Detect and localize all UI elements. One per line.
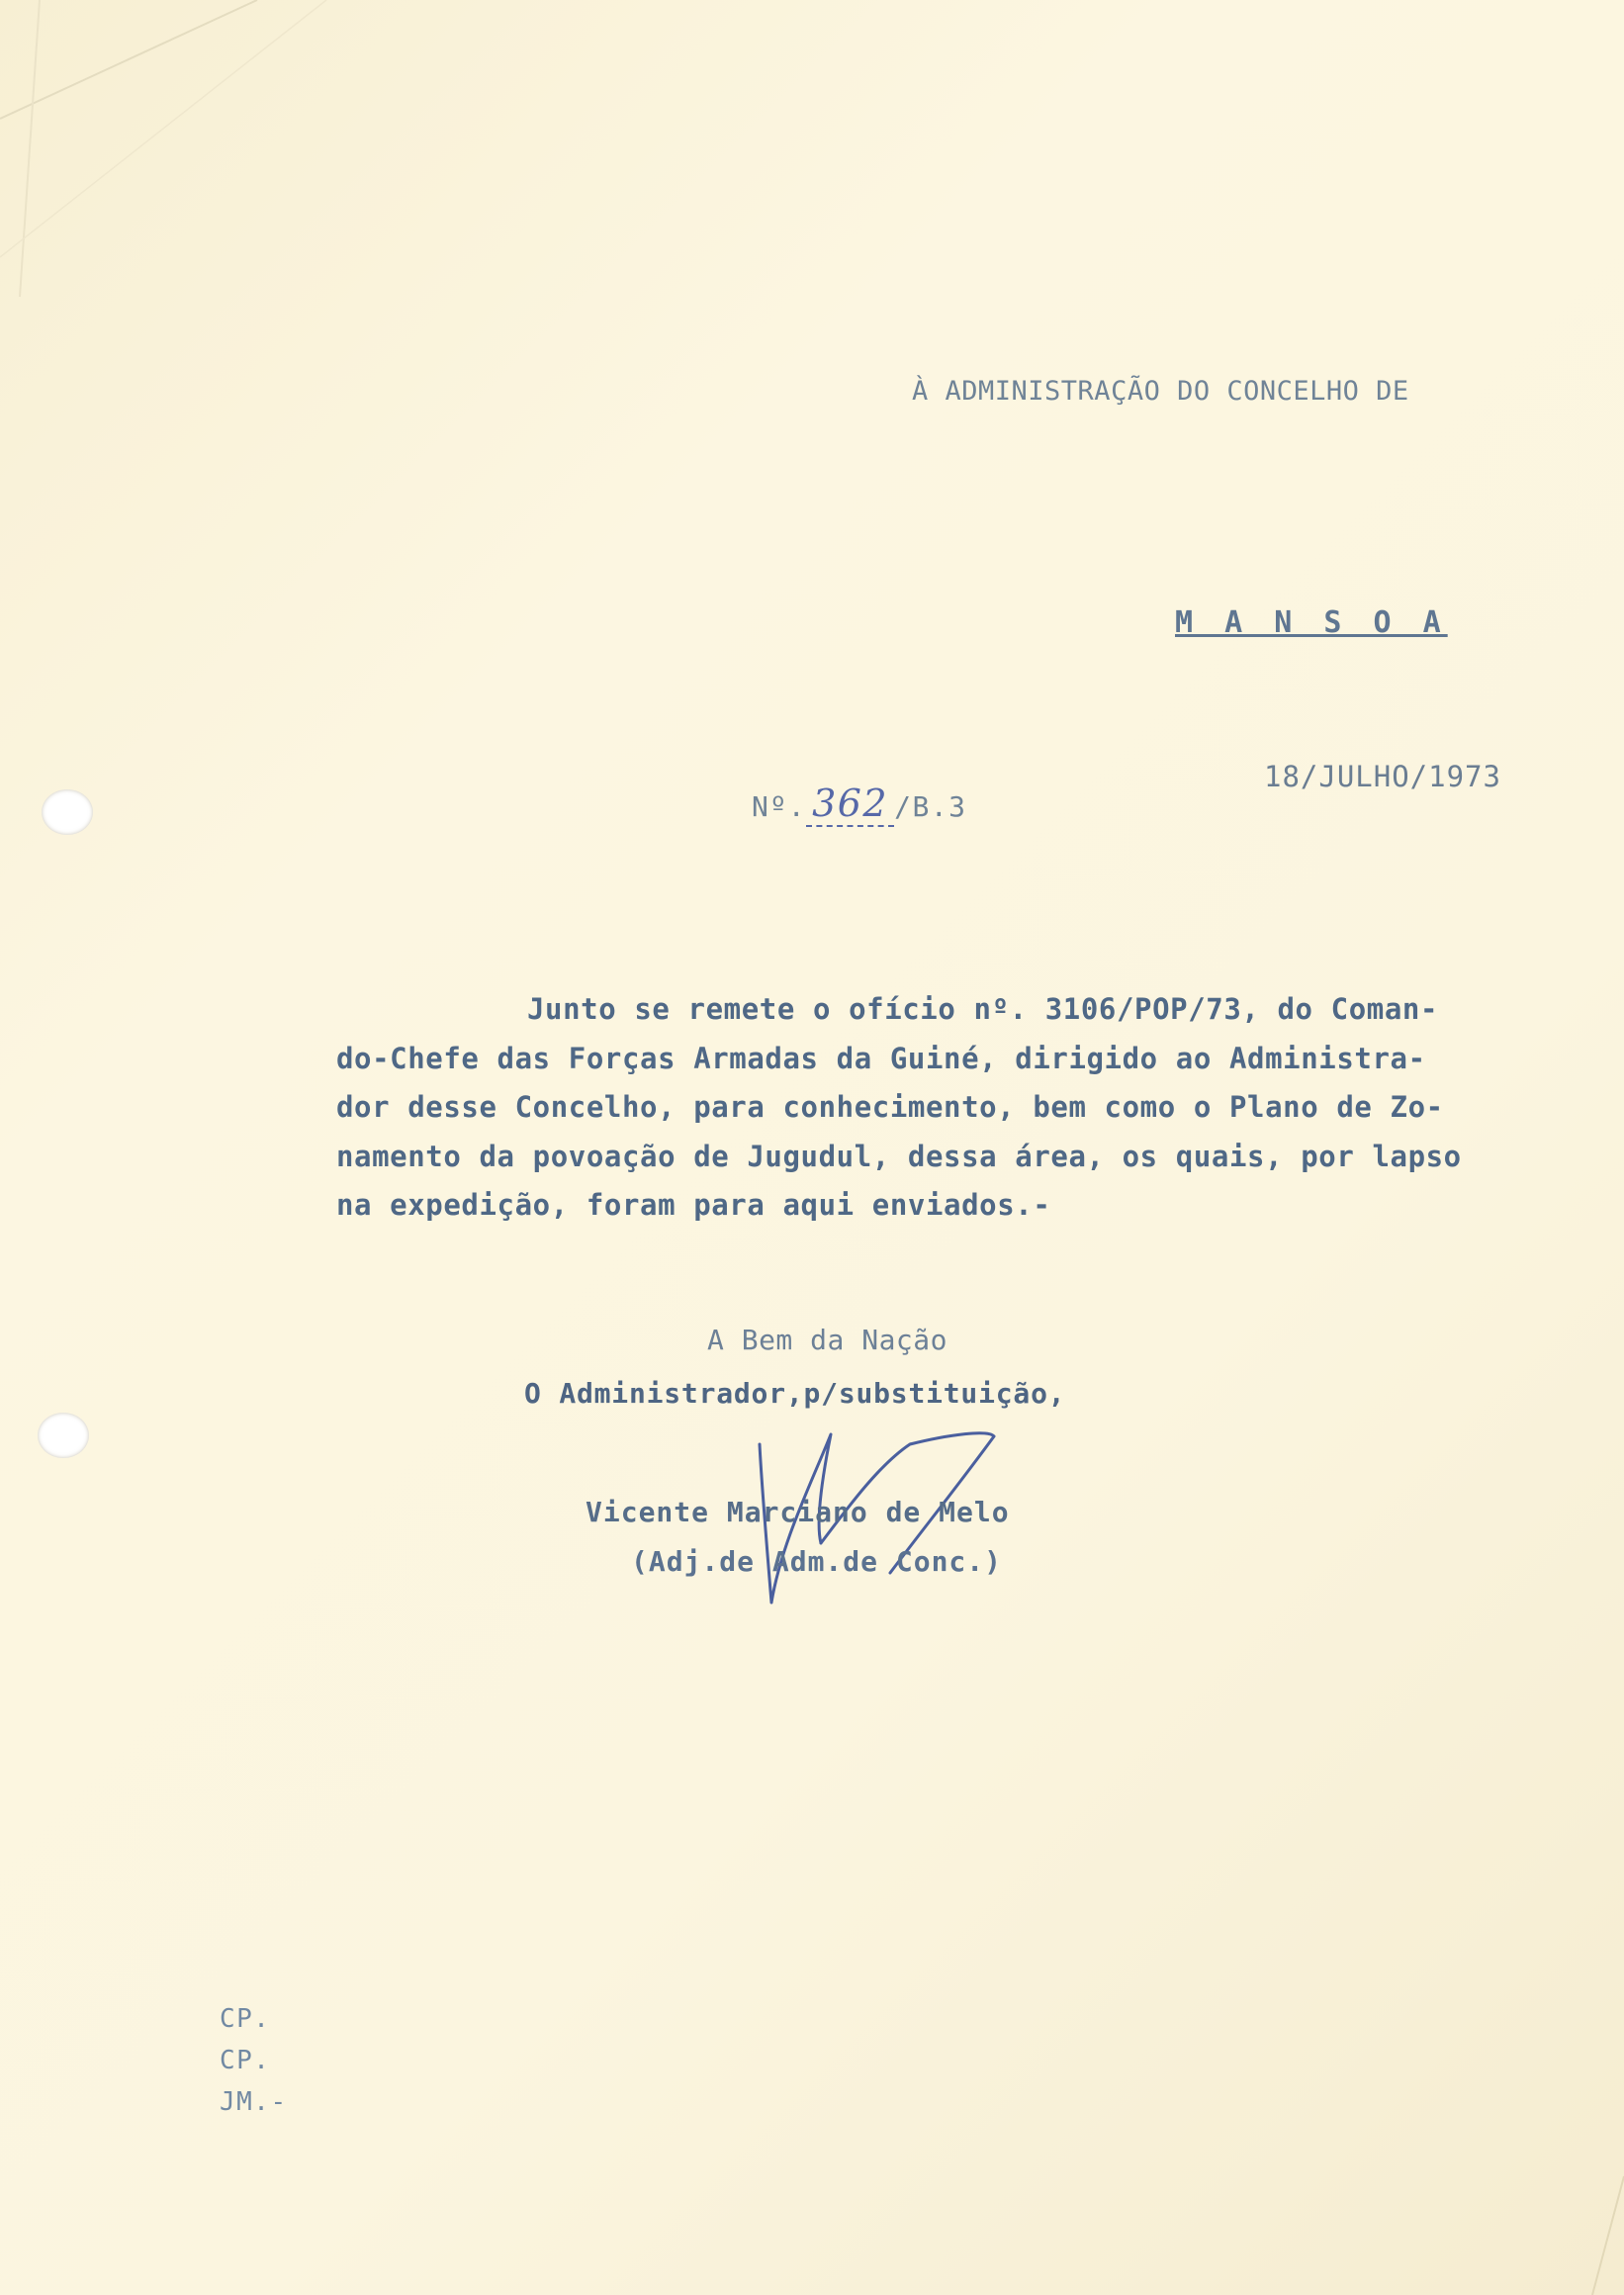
reference-prefix: Nº. xyxy=(752,790,807,823)
body-line: namento da povoação de Jugudul, dessa área, os quais, por lapso xyxy=(336,1139,1462,1173)
salutation: A Bem da Nação xyxy=(707,1324,948,1356)
signer-name: Vicente Marciano de Melo xyxy=(586,1496,1010,1528)
letter-date: 18/JULHO/1973 xyxy=(1264,760,1501,793)
body-line: dor desse Concelho, para conhecimento, bem como o Plano de Zo- xyxy=(336,1090,1444,1124)
punch-hole-top xyxy=(42,789,93,835)
signer-role: O Administrador,p/substituição, xyxy=(524,1377,1066,1410)
body-line: na expedição, foram para aqui enviados.- xyxy=(336,1188,1051,1222)
signer-title: (Adj.de Adm.de Conc.) xyxy=(631,1545,1003,1578)
addressee-line: À ADMINISTRAÇÃO DO CONCELHO DE xyxy=(912,376,1409,407)
copy-line: CP. xyxy=(220,2004,271,2034)
letter-body xyxy=(336,985,1462,1231)
reference-suffix: /B.3 xyxy=(894,790,967,823)
body-line: do-Chefe das Forças Armadas da Guiné, dirigido ao Administra- xyxy=(336,1041,1426,1075)
body-line: Junto se remete o ofício nº. 3106/POP/73, do Coman- xyxy=(527,992,1439,1026)
copy-line: JM.- xyxy=(220,2087,288,2117)
reference-number xyxy=(752,781,967,825)
handwritten-reference-number: 362 xyxy=(806,781,894,827)
punch-hole-bottom xyxy=(38,1413,89,1458)
copy-line: CP. xyxy=(220,2046,271,2075)
town-name: M A N S O A xyxy=(1175,605,1448,640)
